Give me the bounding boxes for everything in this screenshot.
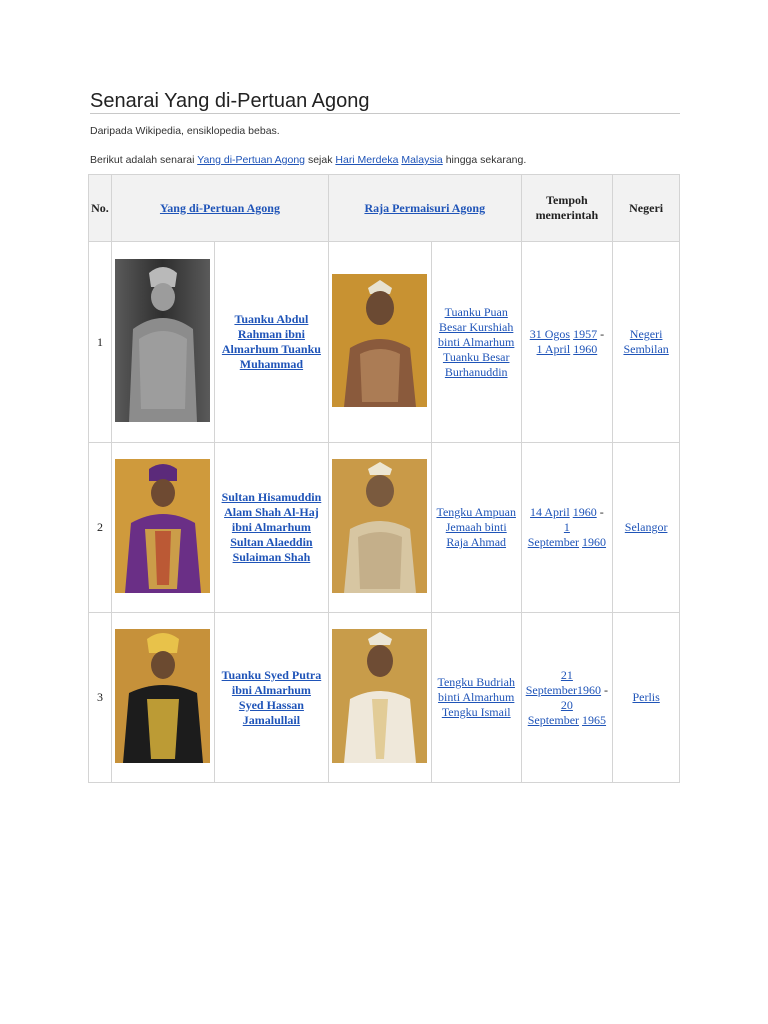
page-title: Senarai Yang di-Pertuan Agong <box>90 90 370 112</box>
header-agong <box>111 175 328 242</box>
permaisuri-name-link[interactable]: Tengku Ampuan Jemaah binti Raja Ahmad <box>436 505 516 549</box>
date-link[interactable]: 1 September <box>527 520 580 549</box>
date-link[interactable]: 14 April <box>530 505 570 519</box>
header-tempoh <box>521 175 613 242</box>
date-separator: - <box>597 327 605 341</box>
permaisuri-portrait-cell <box>329 443 432 613</box>
title-divider <box>90 113 680 114</box>
agong-name-cell <box>214 613 328 783</box>
permaisuri-portrait[interactable] <box>332 459 427 593</box>
header-no: No. <box>89 175 112 242</box>
permaisuri-portrait-cell <box>329 242 432 443</box>
header-permaisuri <box>329 175 521 242</box>
negeri-cell <box>613 242 680 443</box>
agong-name-cell <box>214 443 328 613</box>
link-hari-merdeka[interactable]: Hari Merdeka <box>335 154 399 166</box>
date-link[interactable]: 20 September <box>527 697 580 727</box>
agong-portrait[interactable] <box>115 459 210 593</box>
row-number: 3 <box>89 613 112 783</box>
header-tempoh-line: memerintah <box>535 208 599 222</box>
agong-portrait-cell <box>111 443 214 613</box>
permaisuri-portrait-cell <box>329 613 432 783</box>
negeri-link[interactable]: Perlis <box>632 690 660 704</box>
permaisuri-name-cell <box>431 613 521 783</box>
permaisuri-portrait[interactable] <box>332 629 427 763</box>
agong-portrait-cell <box>111 613 214 783</box>
tempoh-cell <box>521 242 613 443</box>
agong-portrait-cell <box>111 242 214 443</box>
year-link[interactable]: 1960 <box>573 342 598 356</box>
negeri-link[interactable]: Selangor <box>624 520 668 534</box>
table-row <box>89 443 680 613</box>
agong-portrait[interactable] <box>115 259 210 422</box>
year-link[interactable]: 1960 <box>572 505 597 519</box>
negeri-cell <box>613 443 680 613</box>
agong-table <box>88 174 680 783</box>
header-negeri: Negeri <box>613 175 680 242</box>
intro-text: hingga sekarang. <box>442 154 527 166</box>
permaisuri-portrait[interactable] <box>332 274 427 407</box>
intro-paragraph <box>90 154 526 166</box>
date-separator: - <box>601 682 609 697</box>
agong-name-link[interactable]: Tuanku Abdul Rahman ibni Almarhum Tuanku Muhammad <box>221 312 321 371</box>
link-yang-di-pertuan-agong[interactable]: Yang di-Pertuan Agong <box>197 154 306 166</box>
header-tempoh-line: Tempoh <box>546 193 588 207</box>
year-link[interactable]: 1960 <box>577 682 602 697</box>
permaisuri-name-link[interactable]: Tengku Budriah binti Almarhum Tengku Ismail <box>437 675 515 719</box>
date-separator: - <box>596 505 604 519</box>
row-number: 2 <box>89 443 112 613</box>
agong-name-link[interactable]: Tuanku Syed Putra ibni Almarhum Syed Hassan Jamalullail <box>221 667 322 727</box>
permaisuri-name-link[interactable]: Tuanku Puan Besar Kurshiah binti Almarhum Tuanku Besar Burhanuddin <box>438 304 515 379</box>
agong-name-link[interactable]: Sultan Hisamuddin Alam Shah Al-Haj ibni Almarhum Sultan Alaeddin Sulaiman Shah <box>221 490 322 564</box>
header-permaisuri-link[interactable]: Raja Permaisuri Agong <box>364 200 486 215</box>
tempoh-cell <box>521 613 613 783</box>
permaisuri-name-cell <box>431 443 521 613</box>
year-link[interactable]: 1960 <box>582 535 607 549</box>
table-row <box>89 613 680 783</box>
intro-text: Berikut adalah senarai <box>90 154 198 166</box>
row-number: 1 <box>89 242 112 443</box>
permaisuri-name-cell <box>431 242 521 443</box>
agong-portrait[interactable] <box>115 629 210 763</box>
year-link[interactable]: 1957 <box>573 327 598 341</box>
agong-name-cell <box>214 242 328 443</box>
table-header-row <box>89 175 680 242</box>
date-link[interactable]: 31 Ogos <box>529 327 571 341</box>
tagline: Daripada Wikipedia, ensiklopedia bebas. <box>90 125 280 137</box>
negeri-link[interactable]: Negeri Sembilan <box>623 327 669 356</box>
negeri-cell <box>613 613 680 783</box>
table-row <box>89 242 680 443</box>
year-link[interactable]: 1965 <box>582 712 607 727</box>
tempoh-cell <box>521 443 613 613</box>
header-agong-link[interactable]: Yang di-Pertuan Agong <box>159 200 280 215</box>
date-link[interactable]: 1 April <box>536 342 571 356</box>
link-malaysia[interactable]: Malaysia <box>401 154 443 166</box>
intro-text: sejak <box>305 154 336 166</box>
date-link[interactable]: September <box>525 682 578 697</box>
date-link[interactable]: 21 <box>560 667 573 682</box>
